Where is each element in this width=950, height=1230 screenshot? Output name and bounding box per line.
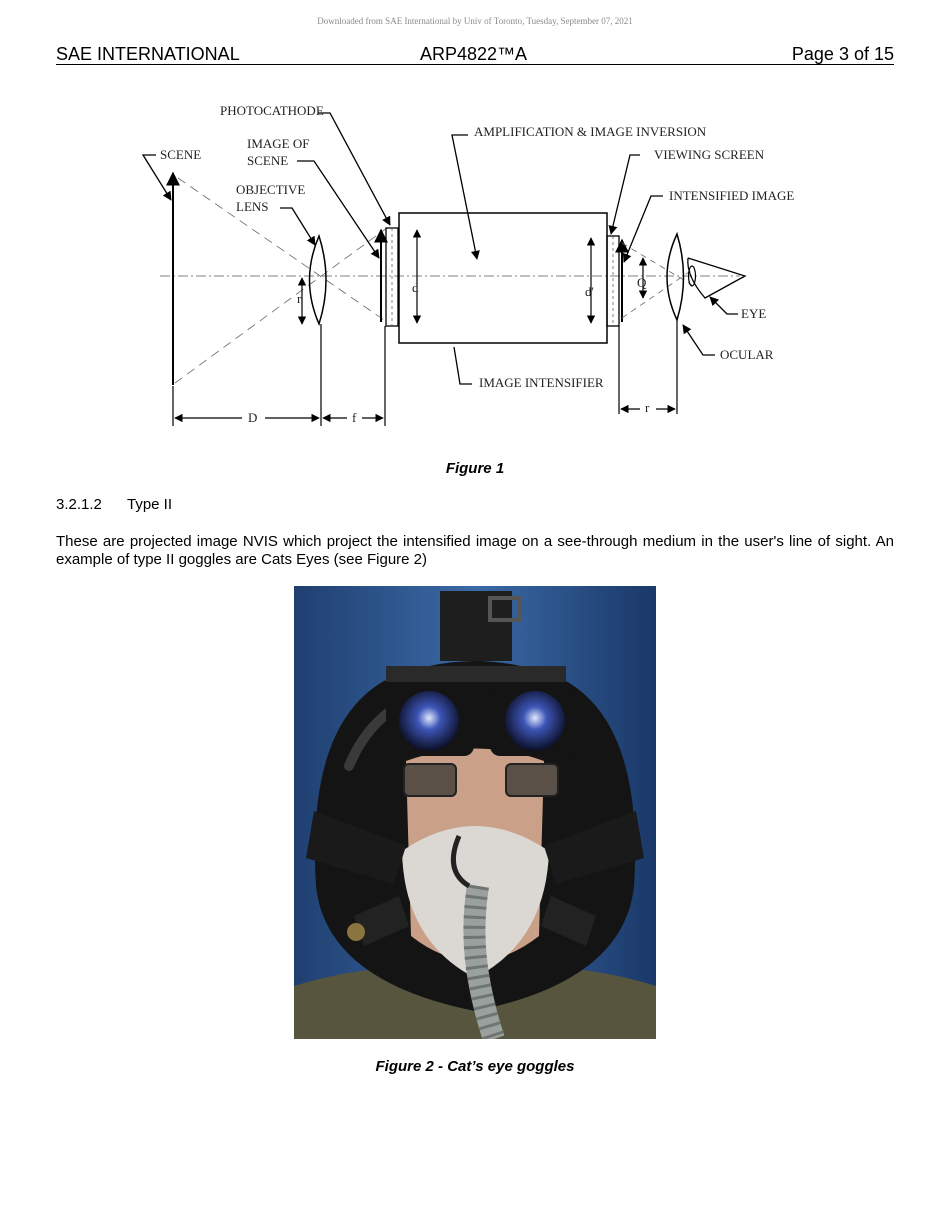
leader-eye: [710, 297, 738, 314]
label-d-prime: d': [585, 284, 594, 299]
leader-amplification: [452, 135, 477, 259]
leader-image-of-scene: [297, 161, 379, 258]
header-page-number: Page 3 of 15: [791, 44, 894, 64]
label-image-intensifier: IMAGE INTENSIFIER: [479, 375, 604, 390]
label-r-objective: r: [297, 291, 302, 306]
header-document-id: ARP4822™A: [420, 44, 528, 64]
label-ocular: OCULAR: [720, 347, 774, 362]
section-title: Type II: [127, 496, 173, 513]
snap-left: [347, 923, 365, 941]
download-watermark: Downloaded from SAE International by Univ of Toronto, Tuesday, September 07, 2021: [317, 16, 633, 26]
label-r-eye: r: [645, 400, 650, 415]
goggle-mount: [440, 591, 512, 661]
leader-ocular: [683, 325, 715, 355]
eye-ray-bottom: [622, 270, 692, 318]
page-header: [56, 44, 894, 65]
label-f: f: [352, 410, 357, 425]
objective-lens: [310, 236, 327, 324]
figure-1-caption: Figure 1: [445, 460, 505, 477]
label-D: D: [248, 410, 258, 425]
label-image-of: IMAGE OF: [247, 136, 310, 151]
combiner-right: [506, 764, 558, 796]
label-lens: LENS: [236, 199, 269, 214]
label-scene: SCENE: [160, 147, 202, 162]
header-organization: SAE INTERNATIONAL: [56, 44, 240, 64]
combiner-left: [404, 764, 456, 796]
label-intensified-image: INTENSIFIED IMAGE: [669, 188, 795, 203]
ray-line-bottom: [175, 228, 387, 383]
figure-2-caption: Figure 2 - Cat’s eye goggles: [375, 1058, 575, 1075]
label-photocathode: PHOTOCATHODE: [220, 103, 324, 118]
label-theta: Q: [637, 275, 647, 290]
label-image-of-scene-2: SCENE: [247, 153, 289, 168]
leader-objective-lens: [280, 208, 315, 245]
label-objective: OBJECTIVE: [236, 182, 306, 197]
leader-viewing-screen: [611, 155, 640, 234]
eye-outline: [688, 258, 745, 298]
body-paragraph: These are projected image NVIS which project the intensified image on a see-through medium in the user's line of sight. An example of type II goggles are Cats Eyes (see Figure 2): [56, 533, 894, 568]
intensifier-tube: [399, 213, 607, 343]
label-eye: EYE: [741, 306, 767, 321]
leader-image-intensifier: [454, 347, 472, 384]
ray-line-top: [178, 178, 387, 322]
leader-photocathode: [318, 113, 390, 225]
label-viewing-screen: VIEWING SCREEN: [654, 147, 765, 162]
mount-bar: [386, 666, 566, 682]
leader-intensified-image: [624, 196, 663, 262]
goggle-lens-left: [399, 691, 459, 751]
figure-2-photo: [294, 586, 656, 1039]
goggle-lens-right: [505, 691, 565, 751]
figure-1-diagram: [130, 96, 830, 436]
section-number: 3.2.1.2: [56, 496, 102, 513]
label-d: d: [412, 280, 419, 295]
label-amplification: AMPLIFICATION & IMAGE INVERSION: [474, 124, 707, 139]
ocular-lens: [667, 234, 684, 320]
